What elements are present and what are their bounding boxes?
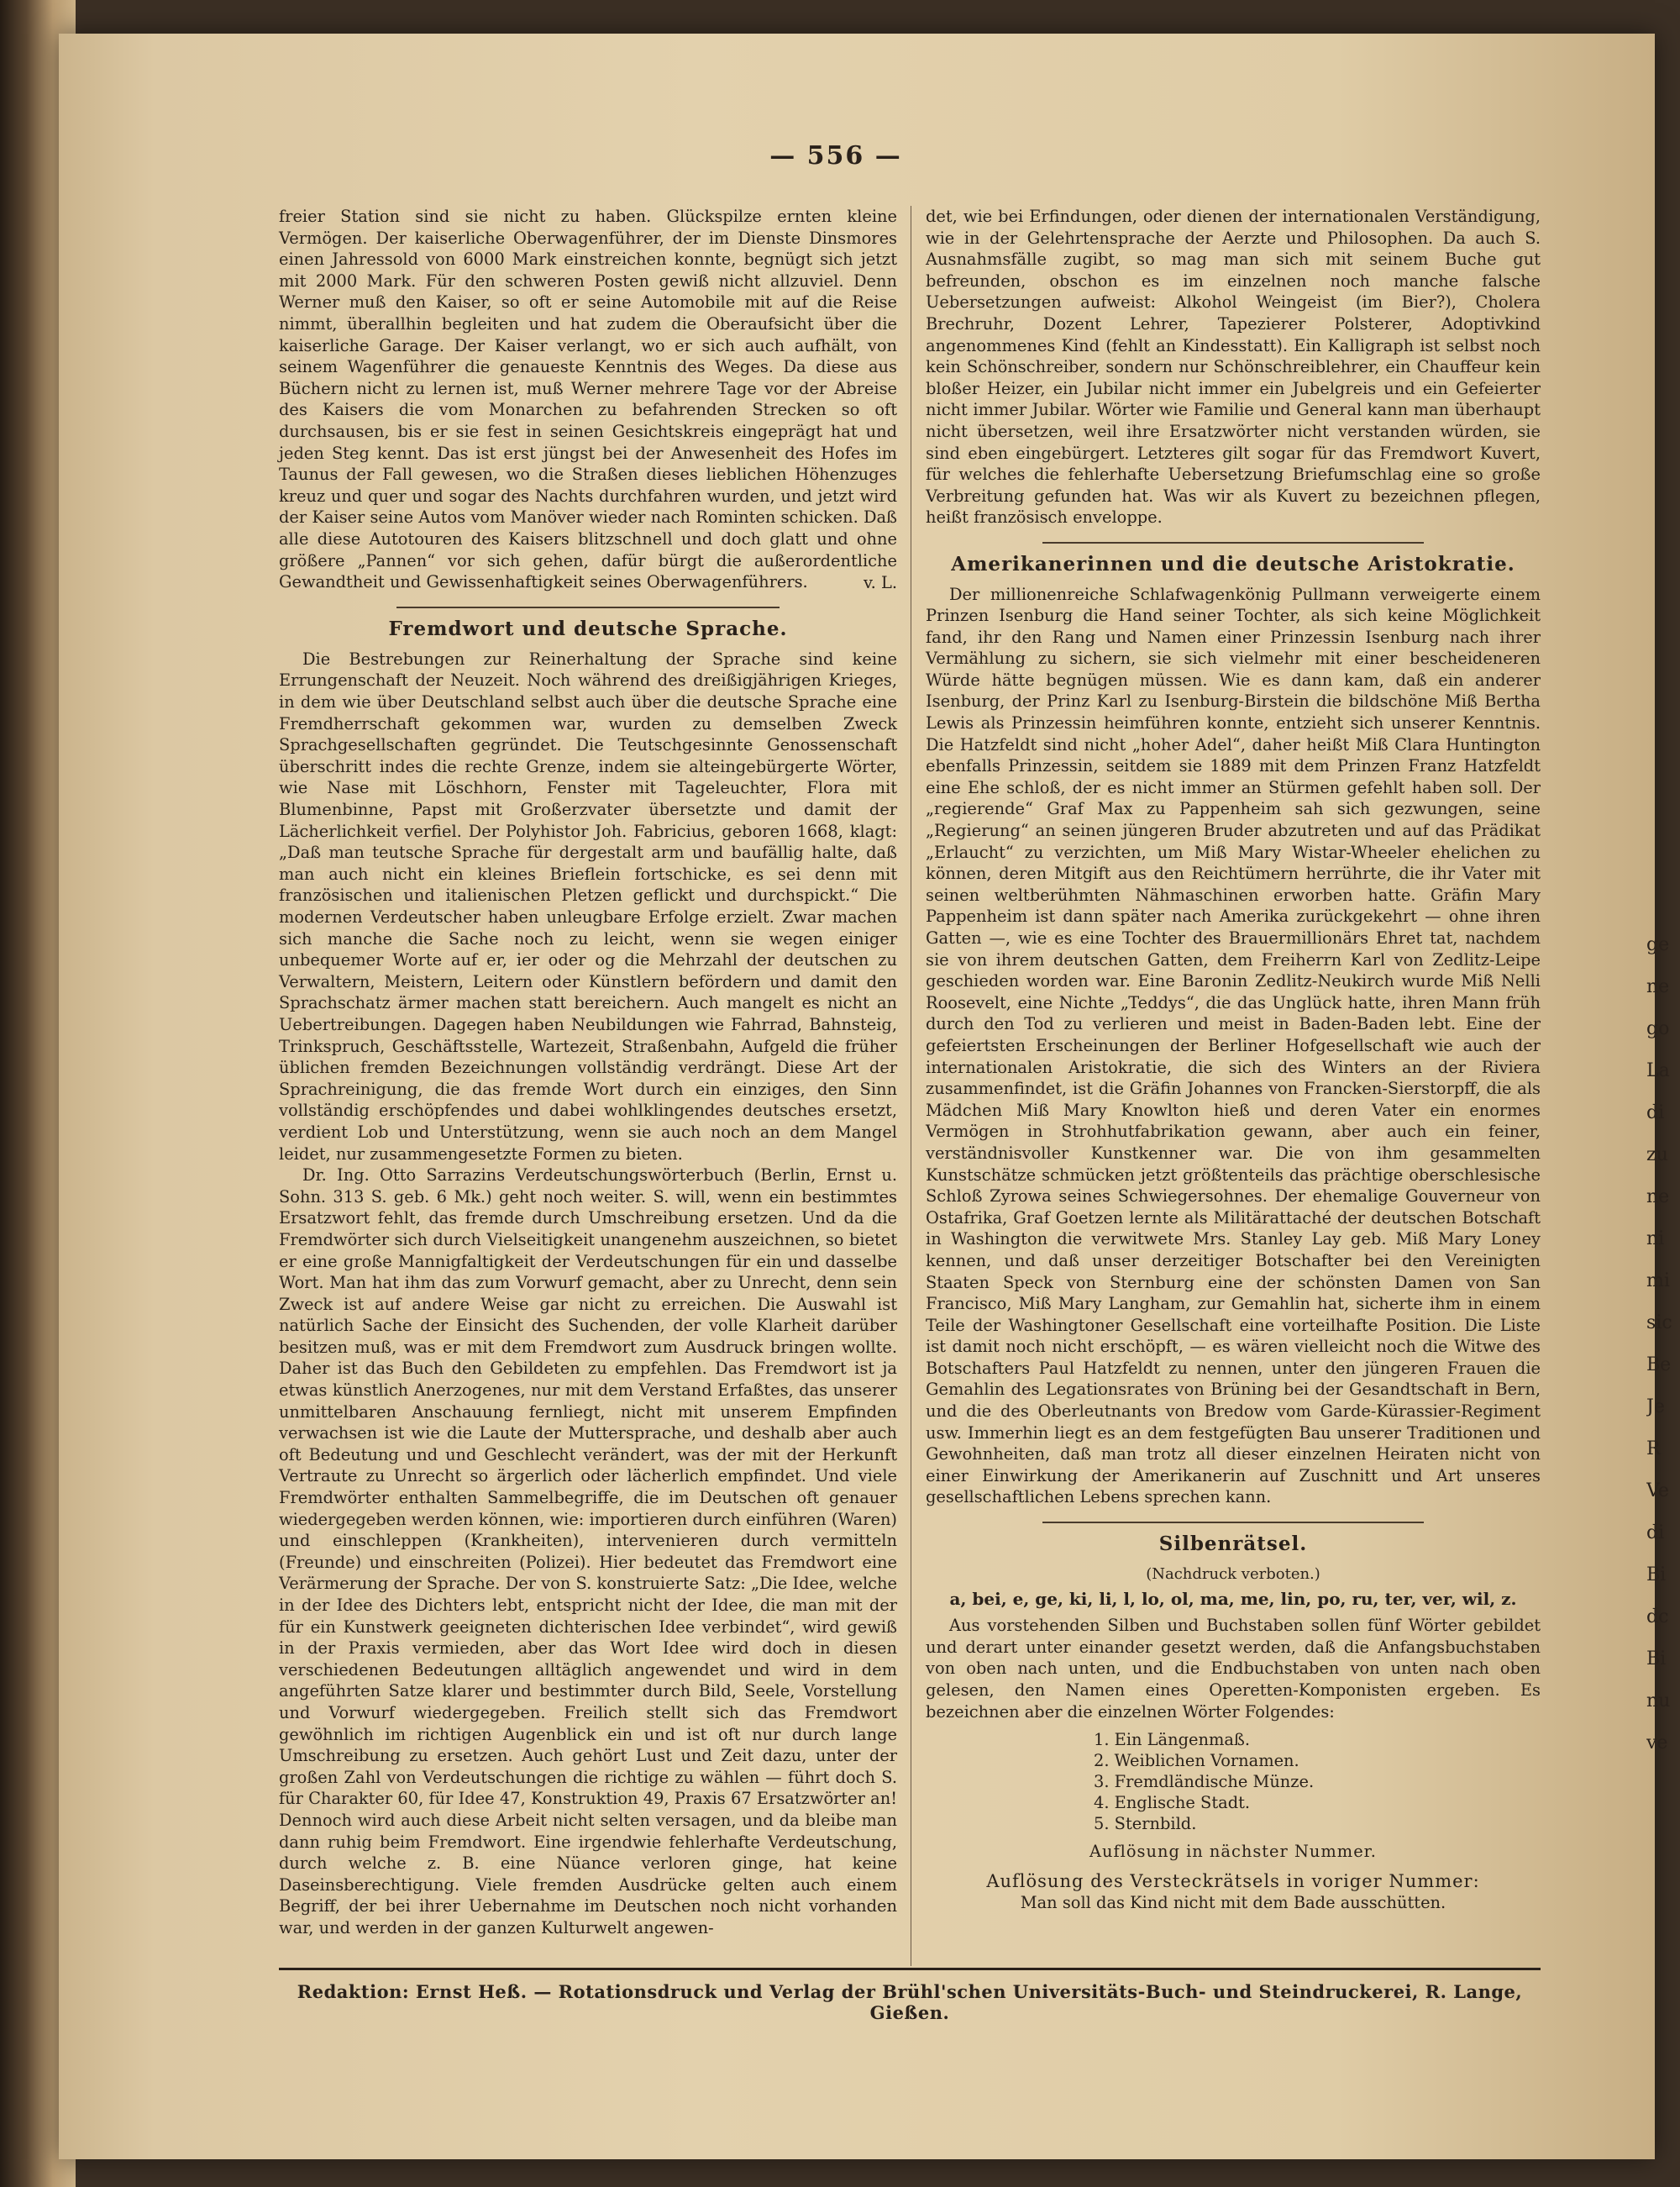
puzzle-clue: 2. Weiblichen Vornamen. <box>1094 1751 1299 1771</box>
puzzle-heading: Silbenrätsel. <box>1158 1532 1308 1556</box>
previous-solution-answer: Man soll das Kind nicht mit dem Bade ausschütten. <box>1020 1893 1446 1913</box>
puzzle-syllables: a, bei, e, ge, ki, li, l, lo, ol, ma, me, lin, po, ru, ter, ver, wil, z. <box>949 1589 1517 1610</box>
next-page-fragment: go <box>1646 1018 1670 1039</box>
reprint-notice: (Nachdruck verboten.) <box>1146 1564 1320 1583</box>
next-page-fragment: Bi <box>1646 1564 1667 1585</box>
section-divider <box>1042 1522 1424 1523</box>
next-page-fragment: ge <box>1646 934 1670 955</box>
left-column <box>279 206 897 1939</box>
section-divider <box>396 607 780 608</box>
next-page-fragment: di <box>1646 1522 1665 1543</box>
next-page-fragment: sic <box>1646 1312 1672 1333</box>
newspaper-page <box>59 34 1655 2159</box>
section-divider <box>1042 542 1424 544</box>
footer-rule <box>279 1968 1541 1970</box>
puzzle-clues <box>1094 1729 1541 1834</box>
puzzle-clue: 5. Sternbild. <box>1094 1814 1197 1834</box>
next-page-fragment: Be <box>1646 1354 1672 1375</box>
next-page-fragment: mi <box>1646 1270 1670 1291</box>
next-page-fragment: ne <box>1646 976 1670 997</box>
next-page-fragment: ve <box>1646 1732 1668 1753</box>
puzzle-clue: 1. Ein Längenmaß. <box>1094 1730 1251 1750</box>
next-page-fragment: dc <box>1646 1606 1669 1627</box>
next-page-fragment: R <box>1646 1438 1661 1459</box>
article-paragraph: Die Bestrebungen zur Reinerhaltung der Sprache sind keine Errungenschaft der Neuzeit. Noch während des dreißigjährigen Krieges, in dem wie über Deutschland selbst auch über die deutsche Sprache eine Fremdherrschaft gekommen war, wurden zu demselben Zweck Sprachgesellschaften gegründet. Die Teutschgesinnte Genossenschaft überschritt indes die rechte Grenze, indem sie alteingebürgerte Wörter, wie Nase mit Löschhorn, Fenster mit Tageleuchter, Flora mit Blumenbinne, Papst mit Großerzvater übersetzte und damit der Lächerlichkeit verfiel. Der Polyhistor Joh. Fabricius, geboren 1668, klagt: „Daß man teutsche Sprache für dergestalt arm und baufällig halte, daß man auch nicht ein kleines Brieflein fortschicke, es sei denn mit französischen und italienischen Pletzen geflickt und durchspickt.“ Die modernen Verdeutscher haben unleugbare Erfolge erzielt. Zwar machen sich manche die Sache noch zu leicht, wenn sie wegen einiger unbequemer Worte auf er, ier oder og die Mehrzahl der deutschen zu Verwaltern, Meistern, Leitern oder Künstlern befördern und damit den Sprachschatz ärmer machen statt bereichern. Auch mangelt es nicht an Uebertreibungen. Dagegen haben Neubildungen wie Fahrrad, Bahnsteig, Trinkspruch, Geschäftsstelle, Wartezeit, Straßenbahn, Aufgeld die früher üblichen fremden Bezeichnungen vollständig verdrängt. Diese Art der Sprachreinigung, die das fremde Wort durch ein einziges, den Sinn vollständig erschöpfendes und dabei wohlklingendes deutsches ersetzt, verdient Lob und Unterstützung, wenn sie auch noch an dem Mangel leidet, nur zusammengesetzte Formen zu bieten. <box>279 649 897 1164</box>
section-heading-aristokratie: Amerikanerinnen und die deutsche Aristokratie. <box>951 552 1515 576</box>
next-page-fragment: La <box>1646 1060 1670 1081</box>
page-number: — 556 — <box>769 141 902 171</box>
next-page-fragment: di <box>1646 1102 1665 1123</box>
article-continuation: det, wie bei Erfindungen, oder dienen der internationalen Verständigung, wie in der Gelehrtensprache der Aerzte und Philosophen. Da auch S. Ausnahmsfälle zugibt, so mag man sich mit seinem Buche gut befreunden, obschon es im einzelnen noch manche falsche Uebersetzungen aufweist: Alkohol Weingeist (im Bier?), Cholera Brechruhr, Dozent Lehrer, Tapezierer Polsterer, Adoptivkind angenommenes Kind (fehlt an Kindesstatt). Ein Kalligraph ist selbst noch kein Schönschreiber, sondern nur Schönschreiblehrer, ein Chauffeur kein bloßer Heizer, ein Jubilar nicht immer ein Jubelgreis und ein Gefeierter nicht immer Jubilar. Wörter wie Familie und General kann man überhaupt nicht übersetzen, weil ihre Ersatzwörter nicht verstanden würden, sie sind eben eingebürgert. Letzteres gilt sogar für das Fremdwort Kuvert, für welches die fehlerhafte Uebersetzung Briefumschlag eine so große Verbreitung gefunden hat. Was wir als Kuvert zu bezeichnen pflegen, heißt französisch enveloppe. <box>926 207 1541 528</box>
next-page-edge <box>1646 924 1680 2016</box>
next-page-fragment: ne <box>1646 1186 1670 1207</box>
article-paragraph: Dr. Ing. Otto Sarrazins Verdeutschungswörterbuch (Berlin, Ernst u. Sohn. 313 S. geb. 6 Mk.) geht noch weiter. S. will, wenn ein bestimmtes Ersatzwort fehlt, das fremde durch Umschreibung ersetzen. Und da die Fremdwörter sich durch Vielseitigkeit unangenehm auszeichnen, so bietet er eine große Mannigfaltigkeit der Verdeutschungen für ein und dasselbe Wort. Man hat ihm das zum Vorwurf gemacht, aber zu Unrecht, denn sein Zweck ist auf andere Weise gar nicht zu erreichen. Die Auswahl ist natürlich Sache der Einsicht des Suchenden, der volle Klarheit darüber besitzen muß, was er mit dem Fremdwort zum Ausdruck bringen wollte. Daher ist das Buch den Gebildeten zu empfehlen. Das Fremdwort ist ja etwas künstlich Anerzogenes, nur mit dem Verstand Erfaßtes, das unserer unmittelbaren Anschauung fernliegt, nicht mit unserem Empfinden verwachsen ist wie die Laute der Muttersprache, und deshalb aber auch oft Bedeutung und und Geschlecht verändert, was der mit der Herkunft Vertraute zu Unrecht so ärgerlich oder lächerlich empfindet. Und viele Fremdwörter enthalten Sammelbegriffe, die im Deutschen oft genauer wiedergegeben werden können, wie: importieren durch einführen (Waren) und einschleppen (Krankheiten), intervenieren durch vermitteln (Freunde) und einschreiten (Polizei). Hier bedeutet das Fremdwort eine Verärmerung der Sprache. Der von S. konstruierte Satz: „Die Idee, welche in der Idee des Dichters lebt, entspricht nicht der Idee, die man mit der für ein Kunstwerk geeigneten dichterischen Idee verbindet“, wird gewiß in der Praxis vermieden, aber das Wort Idee wird doch in diesen verschiedenen Bedeutungen alltäglich angewendet und wird in dem angeführten Satze klarer und bestimmter durch Bild, Seele, Vorstellung und Vorwurf wiedergegeben. Freilich stellt sich das Fremdwort gewöhnlich im richtigen Augenblick ein und ist oft nur durch lange Umschreibung zu ersetzen. Auch gehört Lust und Zeit dazu, unter der großen Zahl von Verdeutschungen die richtige zu wählen — führt doch S. für Charakter 60, für Idee 47, Konstruktion 49, Praxis 67 Ersatzwörter an! Dennoch wird auch diese Arbeit nicht selten versagen, und da bleibe man dann ruhig beim Fremdwort. Eine irgendwie fehlerhafte Verdeutschung, durch welche z. B. eine Nüance verloren ginge, hat keine Daseinsberechtigung. Viele fremden Ausdrücke gelten auch einem Begriff, der bei ihrer Uebernahme im Deutschen noch nicht vorhanden war, und werden in der ganzen Kulturwelt angewen- <box>279 1165 897 1937</box>
next-page-fragment: Je <box>1646 1396 1665 1417</box>
right-column <box>926 206 1541 1919</box>
puzzle-clue: 4. Englische Stadt. <box>1094 1793 1251 1813</box>
next-page-fragment: zu <box>1646 1144 1668 1165</box>
imprint-footer: Redaktion: Ernst Heß. — Rotationsdruck und Verlag der Brühl'schen Universitäts-Buch- und Steindruckerei, R. Lange, Gießen. <box>297 1981 1523 2023</box>
section-heading-fremdwort: Fremdwort und deutsche Sprache. <box>388 618 788 641</box>
previous-solution-title: Auflösung des Versteckrätsels in voriger Nummer: <box>986 1870 1480 1891</box>
intro-paragraph: freier Station sind sie nicht zu haben. Glückspilze ernten kleine Vermögen. Der kaiserliche Oberwagenführer, der im Dienste Dinsmores einen Jahressold von 6000 Mark einstreichen konnte, begnügt sich jetzt mit 2000 Mark. Für den schweren Posten gewiß nicht allzuviel. Denn Werner muß den Kaiser, so oft er seine Automobile mit auf die Reise nimmt, überallhin begleiten und hat zudem die Oberaufsicht über die kaiserliche Garage. Der Kaiser verlangt, wo er sich auch aufhält, von seinem Wagenführer die genaueste Kenntnis des Weges. Da diese aus Büchern nicht zu lernen ist, muß Werner mehrere Tage vor der Abreise des Kaisers die vom Monarchen zu befahrenden Strecken so oft durchsausen, bis er sie fest in seinen Gesichtskreis eingeprägt hat und jeden Steg kennt. Das ist erst jüngst bei der Anwesenheit des Hofes im Taunus der Fall gewesen, wo die Straßen dieses lieblichen Höhenzuges kreuz und quer und sogar des Nachts durchfahren wurden, und jetzt wird der Kaiser seine Autos vom Manöver wieder nach Rominten schicken. Daß alle diese Autotouren des Kaisers blitzschnell und doch glatt und ohne größere „Pannen“ vor sich gehen, dafür bürgt die außerordentliche Gewandtheit und Gewissenhaftigkeit seines Oberwagenführers. <box>279 207 897 592</box>
puzzle-instructions: Aus vorstehenden Silben und Buchstaben sollen fünf Wörter gebildet und derart unter einander gesetzt werden, daß die Anfangsbuchstaben von oben nach unten, und die Endbuchstaben von unten nach oben gelesen, den Namen eines Operetten-Komponisten ergeben. Es bezeichnen aber die einzelnen Wörter Folgendes: <box>926 1616 1541 1722</box>
resolution-note: Auflösung in nächster Nummer. <box>1089 1842 1377 1862</box>
article-paragraph: Der millionenreiche Schlafwagenkönig Pullmann verweigerte einem Prinzen Isenburg die Hand seiner Tochter, als sich keine Möglichkeit fand, ihr den Rang und Namen einer Prinzessin Isenburg nach ihrer Vermählung zu sichern, sie sich vielmehr mit einer bescheideneren Würde hätte begnügen müssen. Wie es dann kam, daß ein anderer Isenburg, der Prinz Karl zu Isenburg-Birstein die bildschöne Miß Bertha Lewis als Prinzessin heimführen konnte, entzieht sich unserer Kenntnis. Die Hatzfeldt sind nicht „hoher Adel“, daher heißt Miß Clara Huntington ebenfalls Prinzessin, seitdem sie 1889 mit dem Prinzen Franz Hatzfeldt eine Ehe schloß, der es nicht immer an Stürmen gefehlt haben soll. Der „regierende“ Graf Max zu Pappenheim sah sich gezwungen, seine „Regierung“ an seinen jüngeren Bruder abzutreten und auf das Prädikat „Erlaucht“ zu verzichten, um Miß Mary Wistar-Wheeler ehelichen zu können, deren Mitgift aus den Reichtümern herrührte, die ihr Vater mit seinen weltberühmten Nähmaschinen erworben hatte. Gräfin Mary Pappenheim ist dann später nach Amerika zurückgekehrt — ohne ihren Gatten —, wie es eine Tochter des Brauermillionärs Ehret tat, nachdem sie von ihrem deutschen Gatten, dem Freiherrn Karl von Zedlitz-Leipe geschieden worden war. Eine Baronin Zedlitz-Neukirch wurde Miß Nelli Roosevelt, eine Nichte „Teddys“, die das Unglück hatte, ihren Mann früh durch den Tod zu verlieren und meist in Baden-Baden lebt. Eine der gefeiertsten Erscheinungen der Berliner Hofgesellschaft wie auch der internationalen Aristokratie, die sich des Winters an der Riviera zusammenfindet, ist die Gräfin Johannes von Francken-Sierstorpff, die als Mädchen Miß Mary Knowlton hieß und deren Vater ein enormes Vermögen in Strohhutfabrikation gewann, aber auch ein feiner, verständnisvoller Kunstkenner war. Die von ihm gesammelten Kunstschätze schmücken jetzt größtenteils das prächtige oberschlesische Schloß Zyrowa seines Schwiegersohnes. Der ehemalige Gouverneur von Ostafrika, Graf Goetzen lernte als Militärattaché der deutschen Botschaft in Washington die verwitwete Mrs. Stanley Lay geb. Miß Mary Loney kennen, und daß unser derzeitiger Botschafter bei den Vereinigten Staaten Speck von Sternburg eine der schönsten Damen von San Francisco, Miß Mary Langham, zur Gemahlin hat, sicherte ihm in einem Teile der Washingtoner Gesellschaft eine vorteilhafte Position. Die Liste ist damit noch nicht erschöpft, — es wären vielleicht noch die Witwe des Botschafters Paul Hatzfeldt zu nennen, unter den jüngeren Frauen die Gemahlin des Legationsrates von Brüning bei der Gesandtschaft in Bern, und die des Oberleutnants von Bredow vom Garde-Kürassier-Regiment usw. Immerhin liegt es an dem festgefügten Bau unserer Traditionen und Gewohnheiten, daß man trotz all dieser einzelnen Heiraten nicht von einer Einwirkung der Amerikanerin auf Zuschnitt und Art unseres gesellschaftlichen Lebens sprechen kann. <box>926 584 1541 1507</box>
author-signature: v. L. <box>863 572 897 592</box>
puzzle-clue: 3. Fremdländische Münze. <box>1094 1772 1315 1792</box>
next-page-fragment: ni <box>1646 1228 1665 1249</box>
next-page-fragment: nu <box>1646 1690 1671 1711</box>
next-page-fragment: Bi <box>1646 1648 1667 1669</box>
next-page-fragment: Ve <box>1646 1480 1669 1501</box>
